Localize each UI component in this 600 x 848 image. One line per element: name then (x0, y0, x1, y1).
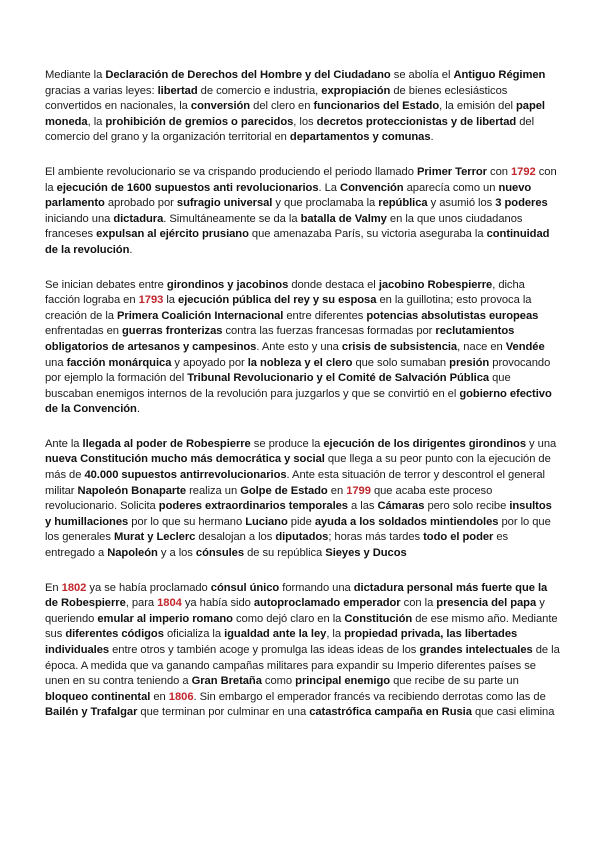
bold-term: Sieyes y Ducos (325, 547, 407, 560)
text-run: . Simultáneamente se da la (163, 212, 301, 225)
text-run: provocando por ejemplo la formación del (45, 356, 551, 385)
bold-term: emular al imperio romano (97, 612, 233, 625)
text-run: , la (87, 115, 106, 128)
bold-term: Napoleón Bonaparte (77, 484, 187, 497)
text-run: enfrentadas en (45, 325, 123, 338)
text-run: gracias a varias leyes: (45, 84, 158, 97)
text-run: y apoyado por (171, 356, 248, 369)
text-run: ya se había proclamado (86, 581, 211, 594)
bold-term: papel moneda (45, 100, 545, 128)
text-run: se abolía el (390, 69, 454, 81)
text-run: . (136, 403, 140, 416)
bold-term: poderes extraordinarios temporales (158, 500, 348, 513)
bold-term: crisis de subsistencia (341, 340, 458, 353)
text-run: con la (45, 165, 557, 194)
paragraph-declaracion (45, 68, 560, 146)
bold-term: guerras fronterizas (122, 325, 223, 338)
bold-term: expropiación (321, 84, 391, 97)
bold-term: Declaración de Derechos del Hombre y del Ciudadano (105, 69, 391, 81)
text-run: que casi elimina (471, 706, 555, 719)
text-run: contra las fuerzas francesas formadas por (222, 325, 436, 338)
text-run: que terminan por culminar en una (137, 706, 310, 719)
bold-term: Gran Bretaña (191, 675, 262, 688)
bold-term: ejecución pública del rey y su esposa (178, 294, 377, 307)
text-run: que acaba este proceso revolucionario. Solicita (45, 484, 493, 513)
text-run: . Ante esta situación de terror y descontrol el general militar (45, 469, 545, 497)
year-highlight: 1792 (510, 165, 536, 178)
text-run: Mediante la (45, 69, 106, 81)
bold-term: gobierno efectivo de la Convención (45, 387, 552, 416)
year-highlight: 1793 (138, 294, 164, 307)
text-run: aparecía como un (403, 181, 499, 194)
bold-term: 40.000 supuestos antirrevolucionarios (84, 469, 287, 482)
bold-term: diferentes códigos (65, 628, 164, 641)
bold-term: 3 poderes (495, 197, 548, 210)
text-run: entre otros y también acoge y promulga las ideas ideas de los (109, 644, 420, 656)
text-run: y a los (157, 547, 196, 560)
text-run: de la época. A medida que va ganando campañas militares para expandir su Imperio diferentes países se unen en su contra teniendo a (45, 644, 560, 688)
text-run: . (129, 243, 133, 256)
text-run: ; horas más tardes (328, 531, 424, 544)
text-run: y queriendo (45, 597, 545, 625)
bold-term: Napoleón (107, 547, 158, 560)
bold-term: funcionarios del Estado (313, 100, 440, 113)
text-run: Ante la (45, 437, 83, 450)
text-run: , la emisión del (439, 100, 517, 113)
text-run: con (486, 165, 511, 178)
bold-term: presión (449, 356, 490, 369)
bold-term: jacobino Robespierre (378, 278, 493, 291)
text-run: que llega a su peor punto con la ejecución de más de (45, 453, 551, 482)
text-run: donde destaca el (288, 278, 379, 291)
text-run: que solo sumaban (352, 356, 450, 369)
text-run: Se inician debates entre (45, 278, 167, 291)
text-run: y una (526, 437, 557, 450)
text-run: de ese mismo año. Mediante sus (45, 612, 558, 641)
text-run: , la (326, 628, 345, 641)
text-run: . Sin embargo el emperador francés va recibiendo derrotas como las de (193, 690, 546, 703)
text-run: En (45, 581, 62, 594)
bold-term: nuevo parlamento (45, 181, 532, 210)
bold-term: bloqueo continental (45, 690, 151, 703)
text-run: como (261, 675, 296, 688)
text-run: de bienes eclesiásticos convertidos en nacionales, la (45, 84, 508, 113)
bold-term: reclutamientos obligatorios de artesanos y campesinos (45, 325, 515, 353)
bold-term: potencias absolutistas europeas (366, 309, 539, 322)
bold-term: la nobleza y el clero (247, 356, 353, 369)
bold-term: conversión (190, 100, 251, 113)
bold-term: dictadura personal más fuerte que la de Robespierre (45, 581, 548, 610)
text-run: iniciando una (45, 212, 114, 225)
bold-term: diputados (275, 531, 329, 544)
bold-term: cónsul único (210, 581, 280, 594)
text-run: oficializa la (163, 628, 225, 641)
text-run: , para (125, 597, 158, 610)
bold-term: Luciano (245, 515, 288, 528)
text-run: de su república (244, 547, 326, 560)
text-run: que buscaban enemigos internos de la revolución para juzgarlos y que se convirtió en el (45, 372, 511, 400)
bold-term: expulsan al ejército prusiano (96, 228, 249, 241)
text-run: como dejó claro en la (232, 612, 345, 625)
text-run: del clero en (250, 100, 314, 113)
bold-term: catastrófica campaña en Rusia (309, 706, 472, 719)
text-run: se produce la (250, 437, 324, 450)
year-highlight: 1802 (61, 581, 87, 594)
bold-term: prohibición de gremios o parecidos (105, 115, 294, 128)
bold-term: Vendée (505, 340, 545, 353)
paragraph-robespierre-napoleon (45, 437, 560, 562)
bold-term: batalla de Valmy (300, 212, 387, 225)
text-run: a las (347, 500, 378, 513)
text-run: desalojan a los (195, 531, 276, 544)
year-highlight: 1799 (346, 484, 371, 497)
text-run: . La (318, 181, 341, 194)
bold-term: Constitución (344, 612, 413, 625)
text-run: que amenazaba París, su victoria aseguraba la (248, 228, 487, 241)
text-run: , nace en (457, 340, 506, 353)
bold-term: Bailén y Trafalgar (45, 706, 138, 719)
text-run: una (45, 356, 67, 369)
text-run: pero solo recibe (424, 500, 510, 513)
bold-term: girondinos y jacobinos (166, 278, 289, 291)
bold-term: facción monárquica (66, 356, 172, 369)
bold-term: decretos proteccionistas y de libertad (316, 115, 517, 128)
bold-term: ejecución de 1600 supuestos anti revolucionarios (56, 181, 319, 194)
bold-term: propiedad privada, (344, 628, 444, 641)
bold-term: presencia del papa (436, 597, 537, 610)
text-run: realiza un (186, 484, 241, 497)
year-highlight: 1804 (157, 597, 182, 610)
text-run: aprobado por (104, 197, 177, 210)
bold-term: grandes intelectuales (419, 644, 533, 656)
bold-term: nueva Constitución mucho más democrática y social (45, 453, 325, 466)
bold-term: autoproclamado emperador (253, 597, 401, 610)
text-run: que recibe de su parte un (390, 675, 519, 688)
text-run: con la (400, 597, 437, 610)
bold-term: insultos y humillaciones (45, 500, 552, 528)
bold-term: continuidad de la revolución (45, 228, 550, 256)
bold-term: república (378, 197, 428, 210)
text-run: pide (287, 515, 315, 528)
bold-term: igualdad ante la ley (224, 628, 327, 641)
text-run: formando una (279, 581, 354, 594)
bold-term: Murat y Leclerc (113, 531, 196, 544)
text-run: entre diferentes (283, 309, 367, 322)
text-run: y asumió los (427, 197, 496, 210)
paragraph-girondinos-jacobinos (45, 278, 560, 418)
bold-term: Golpe de Estado (240, 484, 328, 497)
text-run: en (327, 484, 347, 497)
bold-term: dictadura (113, 212, 164, 225)
text-run: la (163, 294, 179, 307)
text-run: . Ante esto y una (256, 340, 342, 353)
text-run: del comercio del grano y la organización territorial en (45, 115, 535, 144)
bold-term: Primer Terror (416, 165, 487, 178)
year-highlight: 1806 (168, 690, 194, 703)
bold-term: cónsules (195, 547, 245, 560)
bold-term: ayuda a los soldados mintiendoles (314, 515, 499, 528)
bold-term: llegada al poder de Robespierre (82, 437, 251, 450)
bold-term: Antiguo Régimen (453, 69, 546, 81)
bold-term: sufragio universal (176, 197, 273, 210)
text-run: en (150, 690, 169, 703)
text-run: por lo que su hermano (128, 515, 246, 528)
bold-term: las libertades individuales (45, 628, 518, 656)
text-run: El ambiente revolucionario se va crispando produciendo el periodo llamado (45, 165, 417, 178)
text-run: , dicha facción lograba en (45, 278, 525, 307)
text-run: es entregado a (45, 531, 509, 560)
text-run: en la guillotina; esto provoca la creación de la (45, 294, 532, 322)
paragraph-primer-terror (45, 165, 560, 259)
text-run: de comercio e industria, (197, 84, 322, 97)
text-run: ya había sido (181, 597, 254, 610)
bold-term: ejecución de los dirigentes girondinos (323, 437, 526, 450)
text-run: , los (293, 115, 317, 128)
bold-term: principal enemigo (295, 675, 391, 688)
bold-term: departamentos y comunas (289, 131, 431, 144)
paragraph-imperio-napoleonico (45, 581, 560, 721)
bold-term: todo el poder (423, 531, 494, 544)
text-run: en la que unos ciudadanos franceses (45, 212, 523, 241)
bold-term: Convención (340, 181, 404, 194)
bold-term: Cámaras (377, 500, 425, 513)
bold-term: Tribunal Revolucionario y el Comité de Salvación Pública (187, 372, 490, 385)
text-run: por lo que los generales (45, 515, 551, 544)
bold-term: Primera Coalición Internacional (117, 309, 284, 322)
text-run: y que proclamaba la (272, 197, 379, 210)
bold-term: libertad (157, 84, 198, 97)
text-run: . (430, 131, 434, 144)
